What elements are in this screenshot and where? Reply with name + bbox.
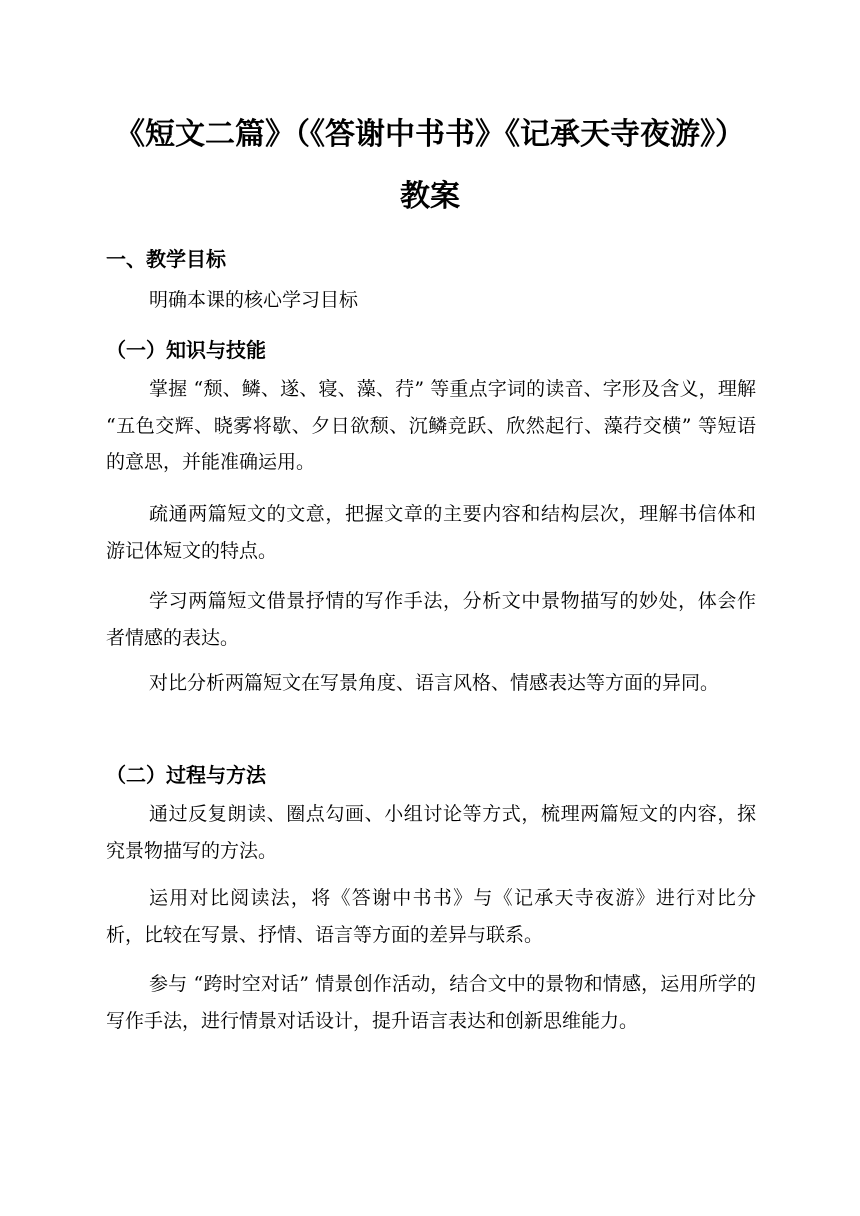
knowledge-paragraph-4: 对比分析两篇短文在写景角度、语言风格、情感表达等方面的异同。 <box>149 672 720 694</box>
process-paragraph-3: 参与 “跨时空对话” 情景创作活动，结合文中的景物和情感，运用所学的写作手法，进行情景对话设计，提升语言表达和创新思维能力。 <box>106 973 756 1032</box>
knowledge-paragraph-3: 学习两篇短文借景抒情的写作手法，分析文中景物描写的妙处，体会作者情感的表达。 <box>106 590 756 649</box>
knowledge-paragraph-2: 疏通两篇短文的文意，把握文章的主要内容和结构层次，理解书信体和游记体短文的特点。 <box>106 503 756 562</box>
process-paragraph-2: 运用对比阅读法，将《答谢中书书》与《记承天寺夜游》进行对比分析，比较在写景、抒情、语言等方面的差异与联系。 <box>106 887 756 946</box>
subsection-heading-knowledge-skills: （一）知识与技能 <box>106 338 266 362</box>
document-title: 《短文二篇》（《答谢中书书》《记承天寺夜游》）教案 <box>115 117 745 214</box>
section-intro-paragraph: 明确本课的核心学习目标 <box>149 289 359 311</box>
section-heading-teaching-goals: 一、教学目标 <box>106 247 226 271</box>
subsection-heading-process-methods: （二）过程与方法 <box>106 763 266 787</box>
process-paragraph-1: 通过反复朗读、圈点勾画、小组讨论等方式，梳理两篇短文的内容，探究景物描写的方法。 <box>106 803 756 862</box>
knowledge-paragraph-1: 掌握 “颓、鳞、遂、寝、藻、荇” 等重点字词的读音、字形及含义，理解 “五色交辉、晓雾将歇、夕日欲颓、沉鳞竞跃、欣然起行、藻荇交横” 等短语的意思，并能准确运用。 <box>106 378 756 473</box>
